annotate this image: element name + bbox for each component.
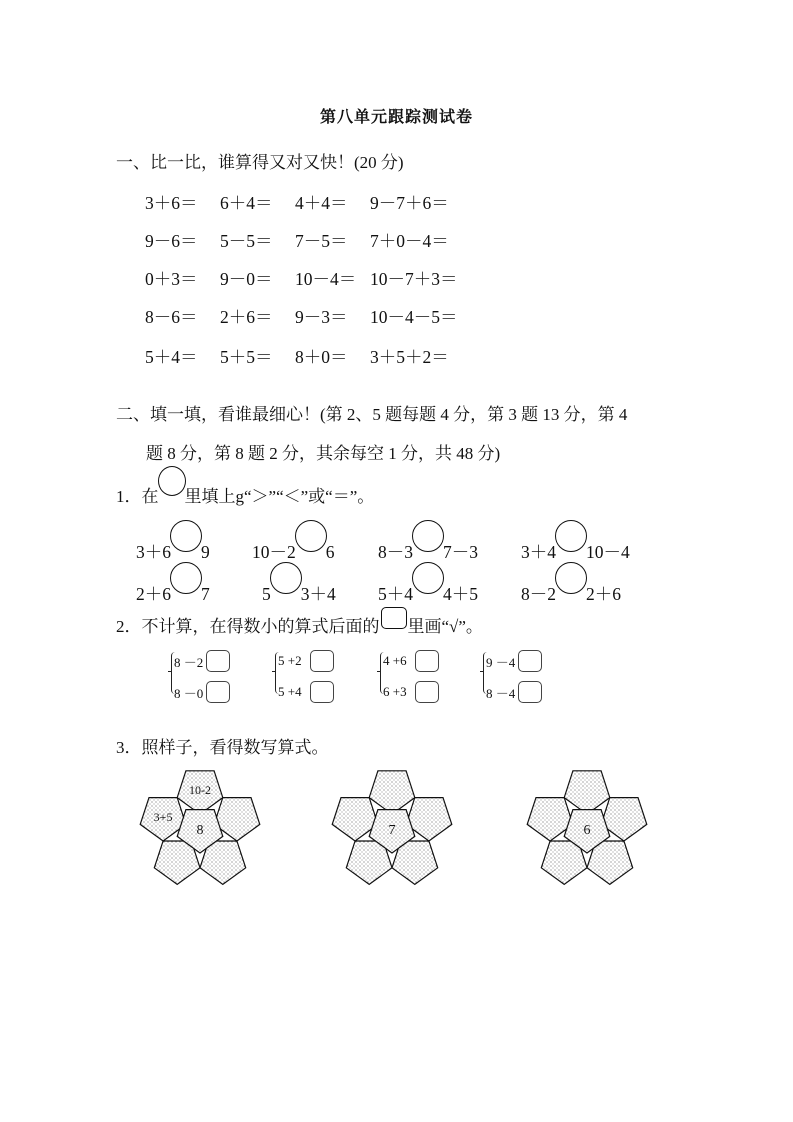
pair-bottom-expr: 8 －0 [174,685,204,701]
q1-instruction [116,474,374,507]
pentagon-flower [135,761,265,891]
pair-top [383,650,439,672]
petal-pentagon[interactable] [564,771,610,814]
exercise-item: 5－5＝ [220,231,273,251]
petal-label: 10-2 [189,783,211,798]
exercise-item: 10－4＝ [295,269,357,289]
q2-instruction [116,612,483,637]
compare-left: 10－2 [252,542,296,562]
compare-left: 2＋6 [136,584,171,604]
compare-right: 9 [201,542,210,562]
exercise-item: 2＋6＝ [220,307,273,327]
pair-top-expr: 5 +2 [278,653,302,668]
section2-heading-line1: 二、填一填，看谁最细心！(第 2、5 题每题 4 分，第 3 题 13 分，第 4 [116,405,628,424]
pair-top [174,650,230,672]
compare-left: 5 [262,584,271,604]
answer-circle[interactable] [270,562,302,594]
pentagon-flower [327,761,457,891]
answer-circle[interactable] [295,520,327,552]
pair-top-expr: 4 +6 [383,653,407,668]
pair-bottom [174,681,230,703]
pair-top [278,650,334,672]
center-number: 6 [583,823,591,838]
compare-item [262,570,336,606]
pair-bottom [486,681,542,703]
center-number: 8 [196,823,204,838]
q2-prefix: 2．不计算，在得数小的算式后面的 [116,617,380,636]
pair-bottom-expr: 5 +4 [278,684,302,699]
pair-bottom [383,681,439,703]
compare-right: 3＋4 [300,584,336,604]
compare-left: 5＋4 [378,584,413,604]
compare-item [378,570,478,606]
section2-heading-line2: 题 8 分，第 8 题 2 分，其余每空 1 分，共 48 分) [146,444,501,463]
exercise-item: 5＋4＝ [145,347,198,367]
exercise-item: 9－0＝ [220,269,273,289]
comparison-pair [275,650,345,706]
square-box-icon [381,607,407,629]
comparison-pair [171,650,241,706]
exercise-item: 3＋6＝ [145,193,198,213]
checkbox-square[interactable] [518,681,542,703]
checkbox-square[interactable] [310,681,334,703]
exercise-item: 9－3＝ [295,307,348,327]
exercise-item: 6＋4＝ [220,193,273,213]
q2-suffix: 里画“√”。 [407,617,483,636]
exercise-item: 7－5＝ [295,231,348,251]
checkbox-square[interactable] [206,681,230,703]
section1-heading: 一、比一比，谁算得又对又快！(20 分) [116,153,404,172]
compare-item [378,528,478,564]
pair-bottom-expr: 6 +3 [383,684,407,699]
compare-item [521,570,621,606]
checkbox-square[interactable] [415,650,439,672]
comparison-pair [483,650,553,706]
circle-icon [158,466,186,496]
pair-bottom [278,681,334,703]
compare-right: 4＋5 [443,584,478,604]
page-title: 第八单元跟踪测试卷 [319,107,473,126]
exercise-item: 9－7＋6＝ [370,193,449,213]
petal-pentagon[interactable] [369,771,415,814]
exercise-item: 5＋5＝ [220,347,273,367]
exercise-item: 8＋0＝ [295,347,348,367]
exercise-item: 4＋4＝ [295,193,348,213]
compare-right: 7－3 [443,542,478,562]
q1-prefix: 1．在 [116,487,159,506]
compare-item [252,528,335,564]
exercise-item: 9－6＝ [145,231,198,251]
compare-right: 6 [325,542,335,562]
compare-right: 2＋6 [586,584,621,604]
exercise-item: 8－6＝ [145,307,198,327]
compare-right: 10－4 [586,542,630,562]
pair-top [486,650,542,672]
compare-left: 3＋4 [521,542,556,562]
checkbox-square[interactable] [310,650,334,672]
petal-label: 3+5 [153,810,173,824]
compare-left: 3＋6 [136,542,171,562]
pair-top-expr: 8 －2 [174,654,204,670]
checkbox-square[interactable] [206,650,230,672]
answer-circle[interactable] [412,562,444,594]
checkbox-square[interactable] [415,681,439,703]
exercise-item: 10－7＋3＝ [370,269,458,289]
compare-left: 8－3 [378,542,413,562]
checkbox-square[interactable] [518,650,542,672]
exercise-item: 3＋5＋2＝ [370,347,449,367]
q1-suffix: 里填上g“＞”“＜”或“＝”。 [184,487,375,506]
pair-bottom-expr: 8 －4 [486,685,516,701]
exercise-item: 10－4－5＝ [370,307,458,327]
compare-right: 7 [201,584,210,604]
pentagon-flower [522,761,652,891]
answer-circle[interactable] [555,520,587,552]
exercise-item: 7＋0－4＝ [370,231,449,251]
answer-circle[interactable] [170,520,202,552]
exercise-item: 0＋3＝ [145,269,198,289]
q3-instruction: 3．照样子，看得数写算式。 [116,738,329,757]
pair-top-expr: 9 －4 [486,654,516,670]
compare-item [136,570,210,606]
answer-circle[interactable] [170,562,202,594]
answer-circle[interactable] [412,520,444,552]
comparison-pair [380,650,450,706]
answer-circle[interactable] [555,562,587,594]
compare-item [521,528,630,564]
compare-left: 8－2 [521,584,556,604]
compare-item [136,528,210,564]
center-number: 7 [388,823,396,838]
